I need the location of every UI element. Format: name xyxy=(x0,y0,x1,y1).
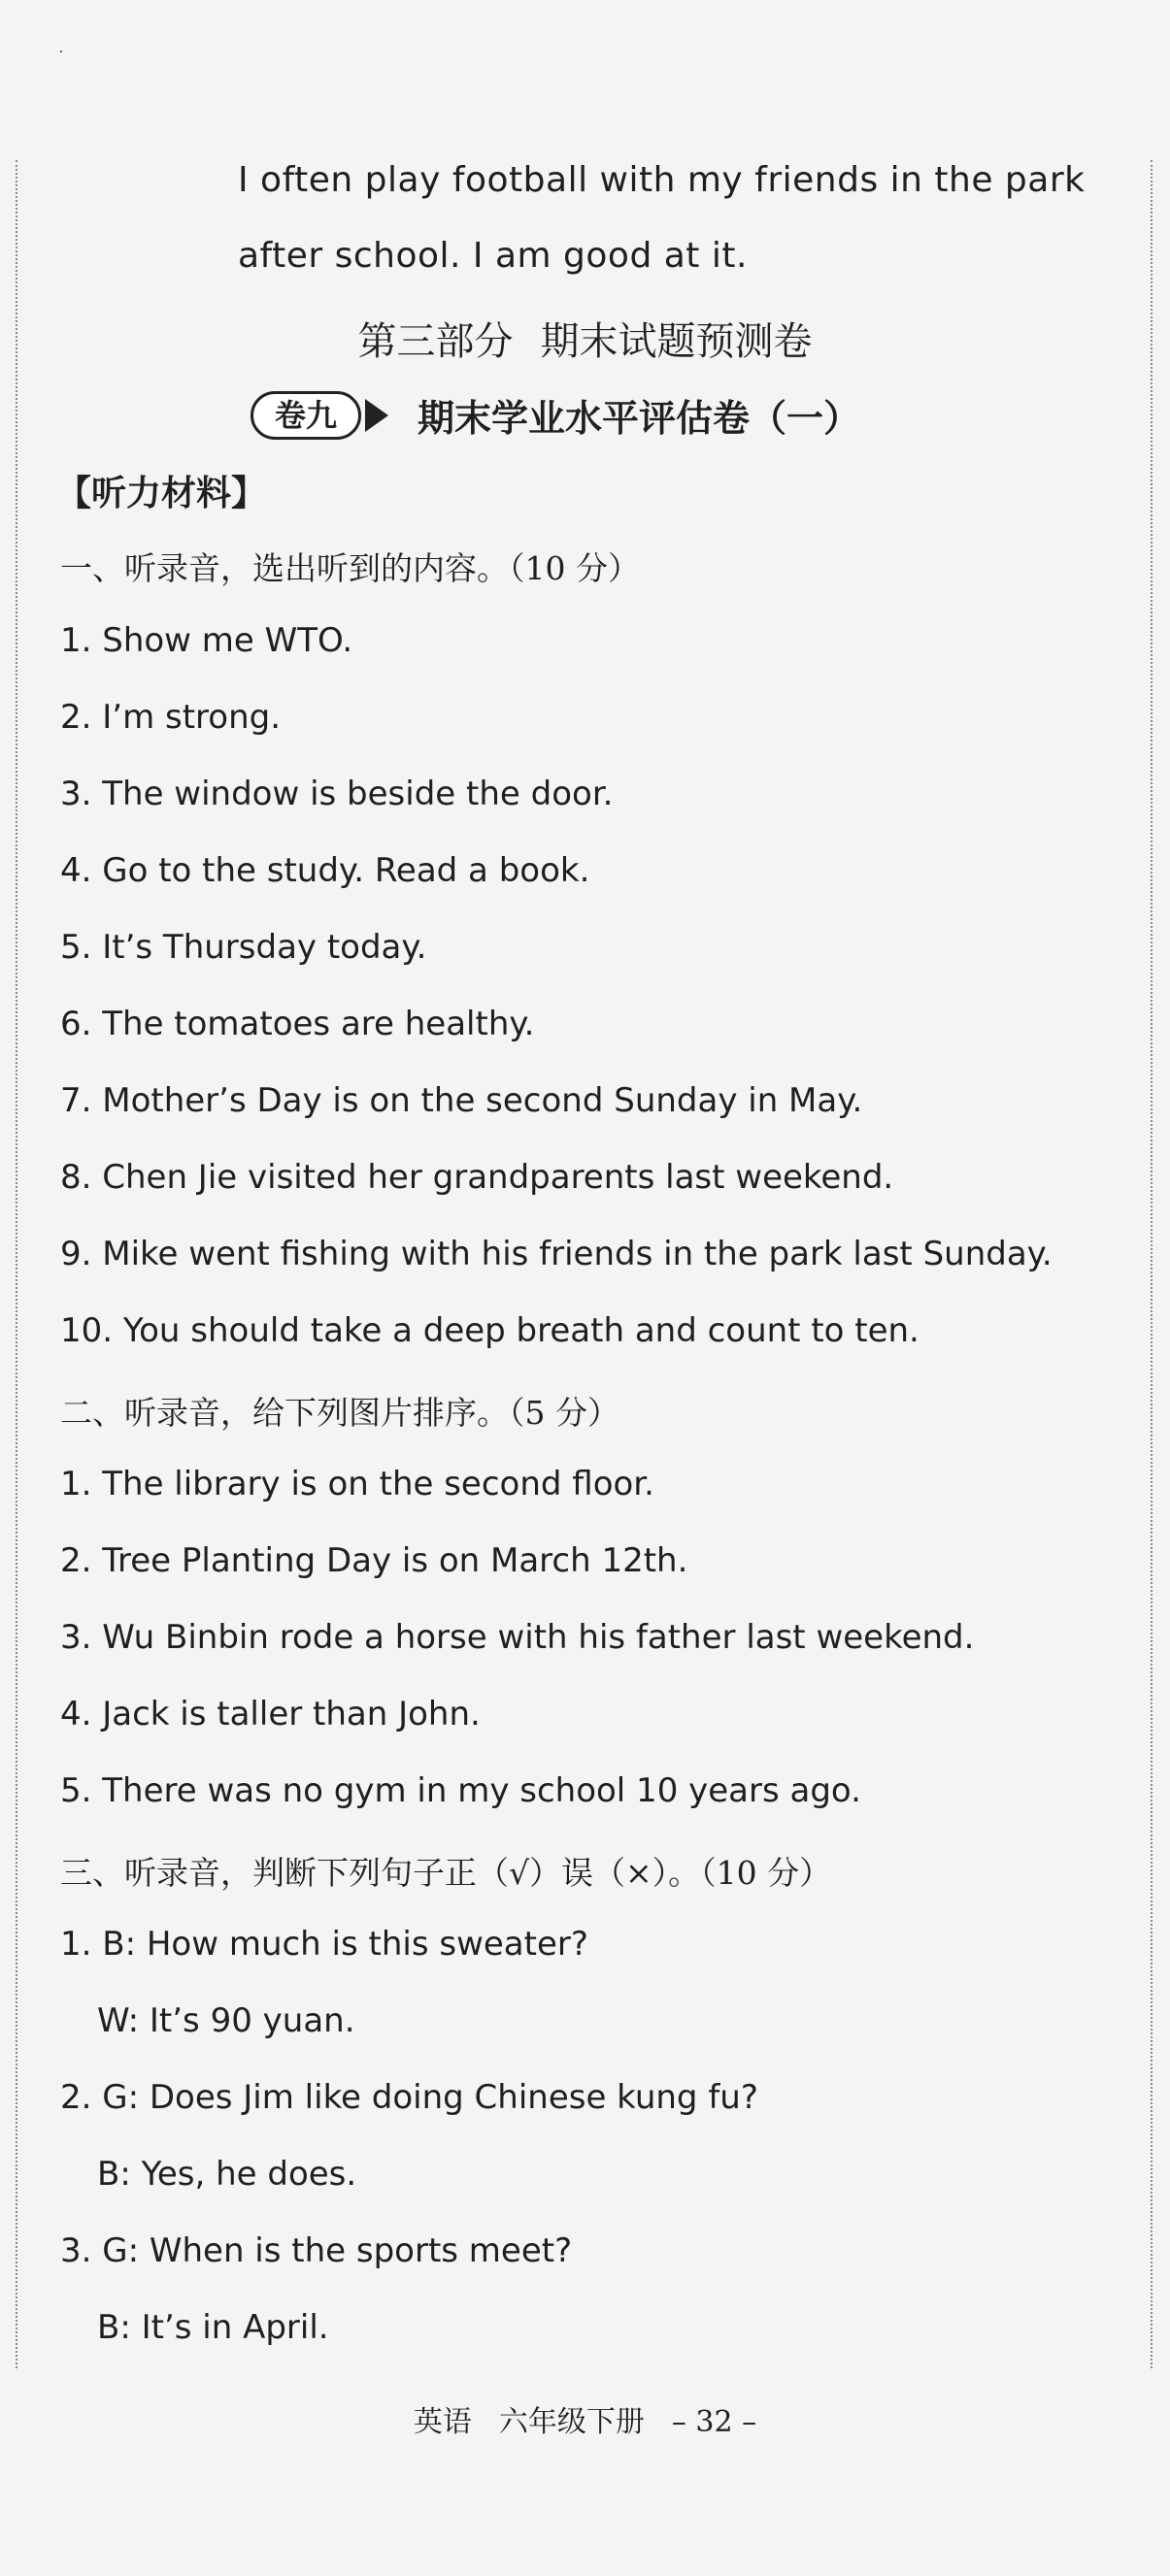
list-item: 6. The tomatoes are healthy. xyxy=(60,1005,535,1043)
list-item: 7. Mother’s Day is on the second Sunday in May. xyxy=(60,1081,863,1120)
list-item: 2. G: Does Jim like doing Chinese kung fu? xyxy=(60,2078,758,2117)
list-item: B: Yes, he does. xyxy=(97,2155,357,2194)
list-item: 2. Tree Planting Day is on March 12th. xyxy=(60,1541,688,1580)
exam-badge: 卷九 xyxy=(251,391,361,440)
list-item: B: It’s in April. xyxy=(97,2308,329,2347)
list-item: 1. B: How much is this sweater? xyxy=(60,1925,588,1964)
list-item: 5. There was no gym in my school 10 years ago. xyxy=(60,1771,861,1810)
part-number: 第三部分 xyxy=(357,319,514,364)
right-binding-line xyxy=(1151,160,1153,2368)
left-binding-line xyxy=(16,160,17,2368)
intro-line-2: after school. I am good at it. xyxy=(238,236,748,276)
section-2-heading: 二、听录音，给下列图片排序。（5 分） xyxy=(60,1394,619,1432)
list-item: 3. The window is beside the door. xyxy=(60,775,614,813)
list-item: 4. Jack is taller than John. xyxy=(60,1695,481,1734)
part-title xyxy=(0,311,1170,366)
list-item: 8. Chen Jie visited her grandparents last weekend. xyxy=(60,1158,894,1197)
section-1-heading: 一、听录音，选出听到的内容。（10 分） xyxy=(60,549,640,587)
list-item: 2. I’m strong. xyxy=(60,698,282,737)
scan-speck xyxy=(60,50,62,52)
footer-grade: 六年级下册 xyxy=(498,2405,645,2439)
list-item: 5. It’s Thursday today. xyxy=(60,928,427,967)
footer-subject: 英语 xyxy=(413,2405,472,2439)
part-name: 期末试题预测卷 xyxy=(540,319,813,364)
exam-title: 期末学业水平评估卷（一） xyxy=(418,396,861,440)
page-footer xyxy=(0,2397,1170,2440)
list-item: 1. Show me WTO. xyxy=(60,621,353,660)
list-item: 4. Go to the study. Read a book. xyxy=(60,851,590,890)
list-item: 9. Mike went fishing with his friends in the park last Sunday. xyxy=(60,1235,1053,1273)
intro-line-1: I often play football with my friends in the park xyxy=(238,160,1086,200)
list-item: 3. G: When is the sports meet? xyxy=(60,2231,573,2270)
list-item: W: It’s 90 yuan. xyxy=(97,2001,355,2040)
list-item: 1. The library is on the second floor. xyxy=(60,1465,654,1503)
exam-header xyxy=(251,388,860,442)
section-3-heading: 三、听录音，判断下列句子正（√）误（×）。（10 分） xyxy=(60,1854,832,1892)
badge-arrow-icon xyxy=(365,399,388,432)
list-item: 3. Wu Binbin rode a horse with his father last weekend. xyxy=(60,1618,975,1657)
page-number: – 32 – xyxy=(671,2405,757,2439)
section-label: 【听力材料】 xyxy=(56,473,267,513)
list-item: 10. You should take a deep breath and count to ten. xyxy=(60,1311,919,1350)
